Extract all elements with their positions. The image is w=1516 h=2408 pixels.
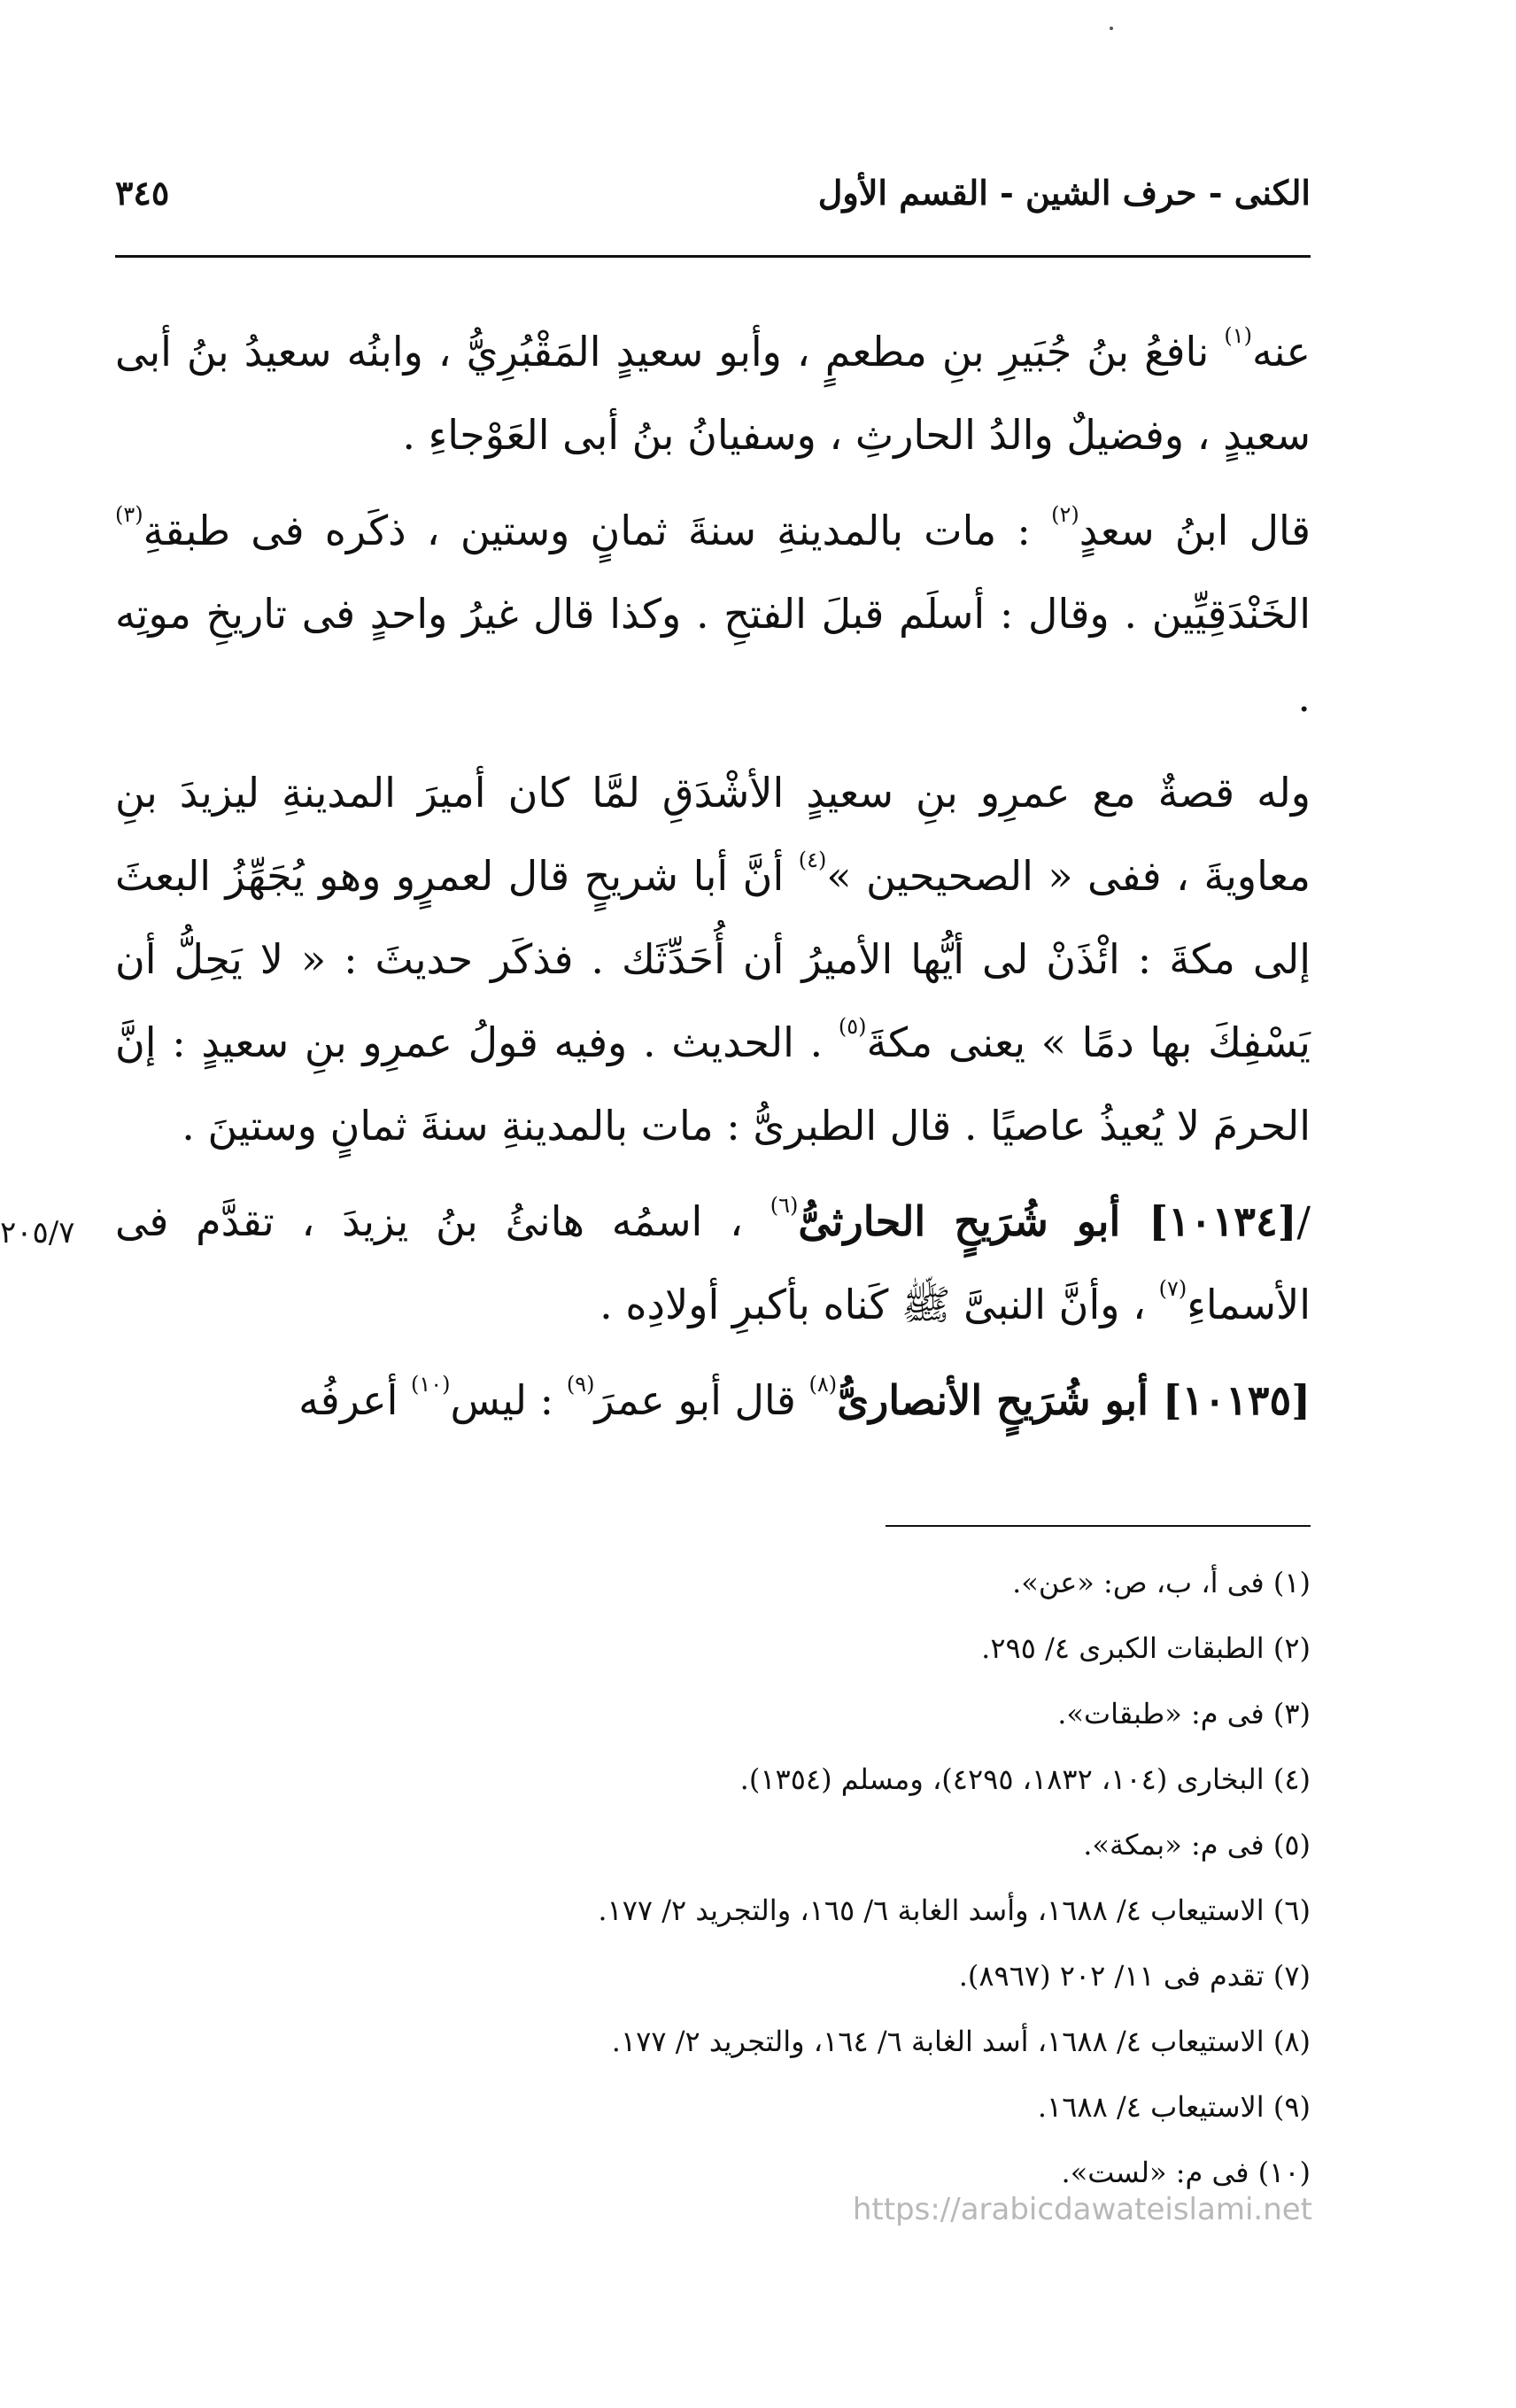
footnote-ref: (١٠) <box>410 1372 451 1397</box>
footnote-ref: (٥) <box>838 1014 867 1039</box>
text-run: قال ابنُ سعدٍ <box>1079 507 1311 554</box>
footnotes <box>115 1550 1311 2205</box>
text-run: أعرفُه <box>298 1376 411 1424</box>
paragraph-2 <box>115 489 1311 739</box>
footnote: (٩) الاستيعاب ٤/ ١٦٨٨. <box>1037 2090 1311 2124</box>
entry-number: [١٠١٣٥] <box>1162 1376 1311 1424</box>
watermark-url: https://arabicdawateislami.net <box>852 2192 1312 2227</box>
footnote: (٨) الاستيعاب ٤/ ١٦٨٨، أسد الغابة ٦/ ١٦٤، والتجريد ٢/ ١٧٧. <box>611 2025 1311 2058</box>
text-run: نافعُ بنُ جُبَيرِ بنِ مطعمٍ ، وأبو سعيدٍ المَقْبُرِيُّ ، وابنُه سعيدُ بنُ أبى سعيدٍ ، وفضيلٌ والدُ الحارثِ ، وسفيانُ بنُ أبى العَوْجاءِ . <box>115 328 1311 459</box>
footnote: (٣) فى م: «طبقات». <box>1057 1697 1311 1731</box>
footnote-ref: (٢) <box>1051 502 1079 527</box>
text-run: الخَنْدَقِيِّين . وقال : أسلَم قبلَ الفتحِ . وكذا قال غيرُ واحدٍ فى تاريخِ موتِه . <box>115 590 1311 721</box>
paragraph-1 <box>115 310 1311 476</box>
text-run: ، اسمُه هانئُ بنُ يزيدَ ، تقدَّم فى الأسماءِ <box>115 1197 1311 1328</box>
footnote-ref: (١) <box>1224 323 1252 348</box>
entry-number: [١٠١٣٤] <box>1149 1197 1297 1245</box>
scan-speck <box>1110 27 1113 30</box>
footnote: (٢) الطبقات الكبرى ٤/ ٢٩٥. <box>981 1631 1311 1665</box>
footnote: (٥) فى م: «بمكة». <box>1083 1828 1311 1862</box>
main-text <box>115 310 1311 1454</box>
paragraph-3 <box>115 751 1311 1167</box>
entry-name: أبو شُرَيحٍ الأنصارىُّ <box>837 1376 1163 1424</box>
text-run: أنَّ أبا شريحٍ قال لعمرٍو وهو يُجَهِّزُ البعثَ إلى مكةَ : ائْذَنْ لى أيُّها الأميرُ أن أُحَدِّثَك . فذكَر حديثَ : « لا يَحِلُّ أن يَسْفِكَ بها دمًا » يعنى مكةَ <box>115 852 1311 1066</box>
text-run: قال أبو عمرَ <box>594 1376 809 1424</box>
text-run: عنه <box>1252 328 1311 376</box>
footnote-ref: (٧) <box>1158 1276 1187 1301</box>
footnote: (١) فى أ، ب، ص: «عن». <box>1012 1566 1311 1599</box>
entry-10135 <box>115 1359 1311 1442</box>
volume-page-marker: / <box>1296 1197 1311 1245</box>
running-title: الكنى - حرف الشين - القسم الأول <box>817 173 1311 213</box>
entry-10134 <box>115 1180 1311 1346</box>
margin-volume-page: ٢٠٥/٧ <box>0 1215 75 1250</box>
footnote: (٧) تقدم فى ١١/ ٢٠٢ (٨٩٦٧). <box>958 1959 1311 1993</box>
footnote-rule <box>886 1525 1311 1527</box>
entry-name: أبو شُرَيحٍ الحارثىُّ <box>798 1197 1149 1245</box>
footnote-ref: (٩) <box>566 1372 595 1397</box>
text-run: . الحديث . وفيه قولُ عمرِو بنِ سعيدٍ : إنَّ الحرمَ لا يُعيذُ عاصيًا . قال الطبرىُّ : مات بالمدينةِ سنةَ ثمانٍ وستينَ . <box>115 1018 1311 1150</box>
footnote-ref: (٦) <box>770 1193 799 1218</box>
running-header <box>115 173 1311 244</box>
text-run: : مات بالمدينةِ سنةَ ثمانٍ وستين ، ذكَره فى طبقةِ <box>143 507 1052 554</box>
footnote: (٦) الاستيعاب ٤/ ١٦٨٨، وأسد الغابة ٦/ ١٦٥، والتجريد ٢/ ١٧٧. <box>598 1893 1311 1927</box>
text-run: : ليس <box>450 1376 567 1424</box>
footnote-ref: (٣) <box>115 502 143 527</box>
text-run: ، وأنَّ النبىَّ ﷺ كَناه بأكبرِ أولادِه . <box>599 1281 1159 1328</box>
text-run: وله قصةٌ مع عمرِو بنِ سعيدٍ الأشْدَقِ لمَّا كان أميرَ المدينةِ ليزيدَ بنِ معاويةَ ، ففى « الصحيحين » <box>115 769 1311 900</box>
footnote: (٤) البخارى (١٠٤، ١٨٣٢، ٤٢٩٥)، ومسلم (١٣٥٤). <box>739 1762 1311 1796</box>
footnote: (١٠) فى م: «لست». <box>1061 2156 1311 2189</box>
footnote-ref: (٨) <box>808 1372 838 1397</box>
page-number: ٣٤٥ <box>115 173 170 213</box>
header-rule <box>115 255 1311 258</box>
footnote-ref: (٤) <box>798 848 827 872</box>
